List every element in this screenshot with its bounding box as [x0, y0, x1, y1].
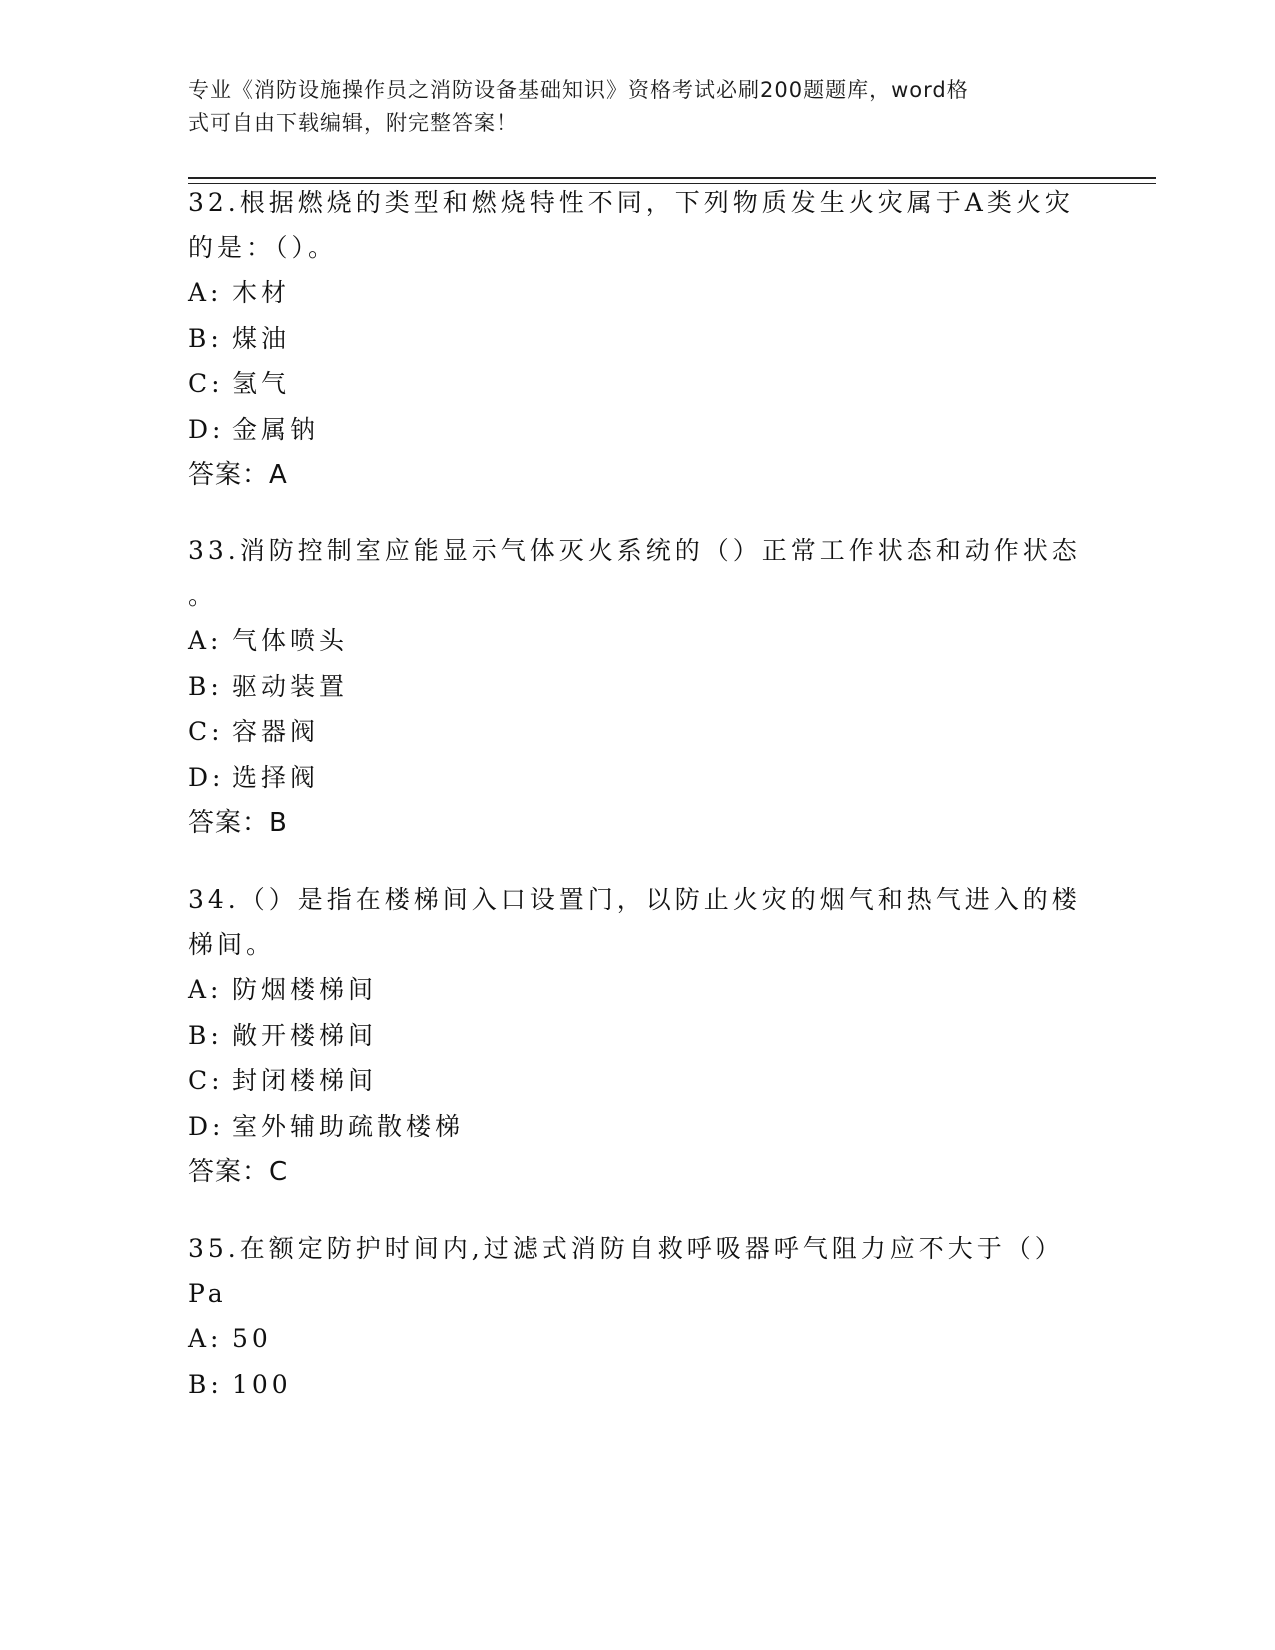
option-key: C: [188, 1066, 224, 1095]
option-key: B: [188, 671, 223, 701]
option-text: 煤油 [232, 323, 291, 353]
option-text: 50 [232, 1324, 272, 1353]
option-text: 封闭楼梯间 [232, 1066, 378, 1095]
question-text-line-1: 33.消防控制室应能显示气体灭火系统的（）正常工作状态和动作状态 [188, 536, 1081, 565]
option-key: C: [188, 717, 224, 746]
answer: 答案：C [188, 1157, 289, 1187]
option-key: B: [188, 323, 223, 353]
option-d [188, 755, 1088, 801]
option-key: A: [188, 975, 223, 1004]
option-b [188, 1013, 1088, 1059]
answer: 答案：B [188, 808, 288, 838]
option-d [188, 1104, 1088, 1150]
question-32 [188, 180, 1088, 498]
question-text-line-2: 的是：（）。 [188, 233, 338, 262]
option-key: A: [188, 1324, 223, 1353]
option-key: D: [188, 762, 225, 792]
option-key: B: [188, 1020, 223, 1050]
option-a [188, 967, 1088, 1013]
option-a [188, 270, 1088, 316]
option-text: 室外辅助疏散楼梯 [232, 1111, 465, 1141]
header-line-1: 专业《消防设施操作员之消防设备基础知识》资格考试必刷200题题库，word格 [188, 78, 969, 102]
option-key: C: [188, 369, 224, 398]
question-text-line-2: 梯间。 [188, 930, 276, 959]
option-text: 选择阀 [232, 762, 320, 792]
option-text: 100 [232, 1369, 292, 1399]
header-line-2: 式可自由下载编辑，附完整答案！ [188, 111, 518, 135]
question-text-line-1: 32.根据燃烧的类型和燃烧特性不同，下列物质发生火灾属于A类火灾 [188, 188, 1074, 217]
option-key: D: [188, 414, 225, 444]
question-34 [188, 877, 1088, 1195]
question-35 [188, 1226, 1088, 1407]
option-c [188, 1058, 1088, 1104]
option-b [188, 664, 1088, 710]
option-text: 气体喷头 [232, 626, 349, 655]
question-text-line-1: 35.在额定防护时间内,过滤式消防自救呼吸器呼气阻力应不大于（） [188, 1234, 1064, 1263]
option-key: B: [188, 1369, 223, 1399]
option-key: D: [188, 1111, 225, 1141]
option-text: 容器阀 [232, 717, 320, 746]
option-c [188, 709, 1088, 755]
option-key: A: [188, 626, 223, 655]
option-text: 氢气 [232, 369, 291, 398]
option-text: 木材 [232, 278, 291, 307]
header-divider-thick [188, 177, 1156, 179]
option-text: 敞开楼梯间 [232, 1020, 378, 1050]
option-c [188, 361, 1088, 407]
option-b [188, 1362, 1088, 1408]
option-text: 防烟楼梯间 [232, 975, 378, 1004]
option-text: 金属钠 [232, 414, 320, 444]
option-a [188, 1316, 1088, 1362]
question-33 [188, 528, 1088, 846]
option-b [188, 316, 1088, 362]
option-a [188, 618, 1088, 664]
answer: 答案：A [188, 460, 288, 490]
question-text-line-2: 。 [188, 581, 218, 610]
question-text-line-2: Pa [188, 1279, 227, 1308]
option-text: 驱动装置 [232, 671, 349, 701]
question-text-line-1: 34.（）是指在楼梯间入口设置门，以防止火灾的烟气和热气进入的楼 [188, 885, 1081, 914]
option-d [188, 407, 1088, 453]
document-header [188, 74, 1088, 140]
option-key: A: [188, 278, 223, 307]
